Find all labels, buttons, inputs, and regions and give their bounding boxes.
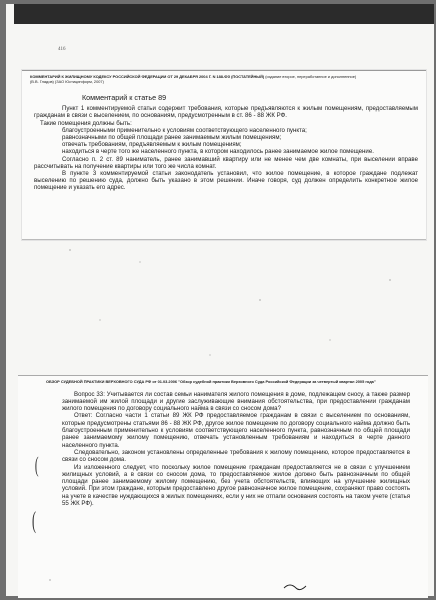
scan-edge-shadow [14,4,434,24]
court-review-fragment [18,375,428,598]
paragraph: Согласно п. 2 ст. 89 наниматель, ранее занимавший квартиру или не менее чем две комнаты, при выселении вправе рассчитывать на получение квартиры или того же числа комнат. [34,155,418,170]
paragraph: В пункте 3 комментируемой статьи законодатель установил, что жилое помещение, в которое граждане подлежат выселению по решению суда, должно быть указано в этом решении. Иначе говоря, суд должен определить конкретное жилое помещение и указать его адрес. [34,170,418,192]
bracket-mark-icon: ( [32,508,36,534]
paragraph: Следовательно, законом установлены определенные требования к жилому помещению, которое предоставляется в связи со сносом дома. [62,448,410,464]
paragraph: Такие помещения должны быть: [40,119,132,127]
paragraph: Из изложенного следует, что поскольку жилое помещение гражданам предоставляется не в связи с улучшением жилищных условий, а в связи со сносом дома, то предоставляемое жилое должно быть равнозначным по общей площади ранее занимаемому жилому помещению, без учета обстоятельств, влияющих на улучшение жилищных условий. При этом граждане, которым предоставлено другое равнозначное жилое помещение, сохраняют право состоять на учете в качестве нуждающихся в жилых помещениях, если у них не отпали основания состоять на таком учете (статья 55 ЖК РФ). [62,463,410,508]
source-citation [22,71,426,84]
question-paragraph: Вопрос 33: Учитывается ли состав семьи нанимателя жилого помещения в доме, подлежащем сносу, а также размер занимаемой им жилой площади и другие заслуживающие внимания обстоятельства, при предоставлении гражданам жилого помещения по договору социального найма в связи со сносом дома? [62,390,410,413]
paragraph: Пункт 1 комментируемой статьи содержит требования, которые предъявляются к жилым помещениям, предоставляемым гражданам в связи с выселением, по основаниям, предусмотренным в ст. 86 - 88 ЖК РФ. [34,105,418,120]
bracket-mark-icon: ( [34,452,39,477]
commentary-text [22,105,426,191]
review-text [18,385,428,508]
section-heading: Комментарий к статье 89 [82,93,167,103]
list-item: находиться в черте того же населенного пункта, в котором находилось ранее занимаемое жилое помещение. [62,148,374,156]
list-item: равнозначными по общей площади ранее занимаемым жилым помещениям; [62,134,282,141]
commentary-fragment [22,70,426,240]
source-citation: ОБЗОР СУДЕБНОЙ ПРАКТИКИ ВЕРХОВНОГО СУДА РФ от 01.03.2006 "Обзор судебной практики Верховного Суда Российской Федерации за четвертый квартал 2005 года" [46,379,376,384]
source-edition: (издание второе, переработанное и дополненное) [265,74,357,79]
page-number: 416 [58,47,66,52]
source-publisher: (В.В. Гладов) (ЗАО Юстицинформ, 2007) [30,78,104,84]
list-item: благоустроенными применительно к условиям соответствующего населенного пункта; [62,126,307,134]
answer-paragraph: Ответ: Согласно части 1 статьи 89 ЖК РФ предоставляемое гражданам в связи с выселением по основаниям, которые предусмотрены статьями 86 - 88 ЖК РФ, другое жилое помещение по договору социального найма должно быть благоустроенным применительно к условиям соответствующего населенного пункта, равнозначным по общей площади ранее занимаемому жилому помещению, отвечать установленным требованиям и находиться в черте данного населенного пункта. [62,412,410,449]
list-item: отвечать требованиям, предъявляемым к жилым помещениям; [62,141,242,149]
source-title: КОММЕНТАРИЙ К ЖИЛИЩНОМУ КОДЕКСУ РОССИЙСКОЙ ФЕДЕРАЦИИ ОТ 29 ДЕКАБРЯ 2004 Г. N 188-ФЗ (ПОСТАТЕЙНЫЙ) [30,74,265,79]
